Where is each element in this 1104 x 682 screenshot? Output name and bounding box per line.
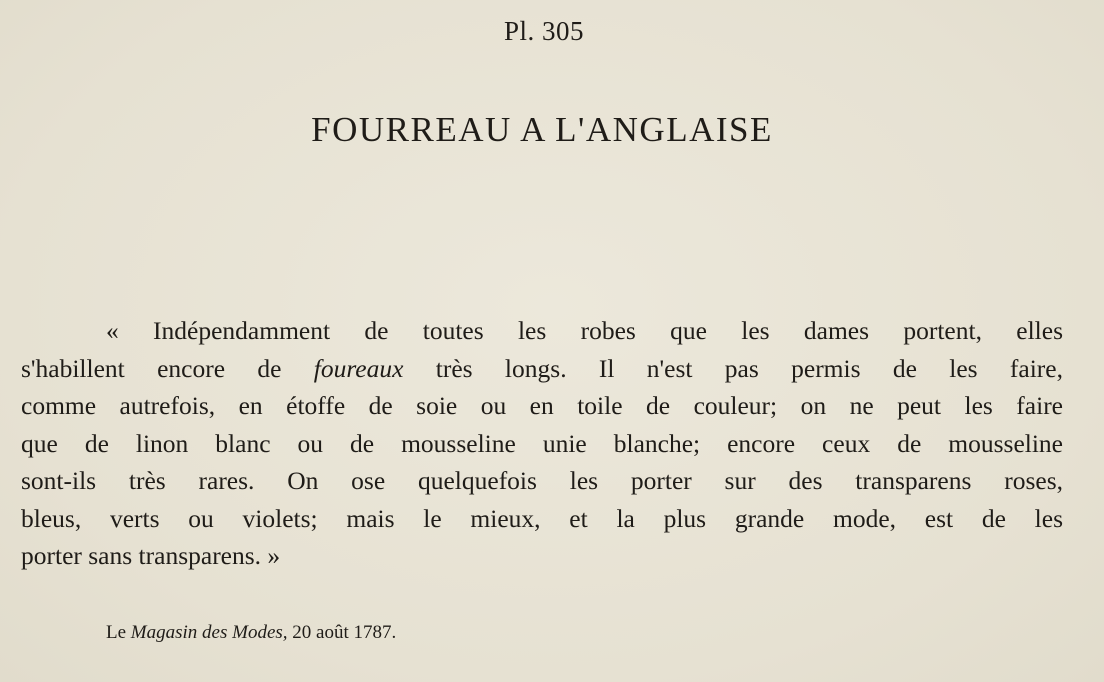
quote-line: s'habillent encore de foureaux très longs. Il n'est pas permis de les faire, bbox=[21, 353, 1063, 383]
quote-line: que de linon blanc ou de mousseline unie blanche; encore ceux de mousseline bbox=[21, 428, 1063, 458]
quote-line: « Indépendamment de toutes les robes que les dames portent, elles bbox=[106, 316, 1063, 345]
citation-date: 20 août 1787. bbox=[287, 622, 397, 643]
quote-line: comme autrefois, en étoffe de soie ou en toile de couleur; on ne peut les faire bbox=[21, 391, 1063, 420]
quote-line: sont-ils très rares. On ose quelquefois les porter sur des transparens roses, bbox=[21, 466, 1063, 495]
citation-source: Magasin des Modes, bbox=[130, 622, 288, 643]
page-title: FOURREAU A L'ANGLAISE bbox=[311, 110, 773, 149]
plate-number: Pl. 305 bbox=[503, 16, 585, 46]
citation bbox=[106, 622, 396, 644]
quote-line: bleus, verts ou violets; mais le mieux, et la plus grande mode, est de les bbox=[21, 503, 1063, 533]
italic-term: foureaux bbox=[313, 353, 404, 383]
citation-prefix: Le bbox=[106, 622, 131, 643]
quote-paragraph bbox=[21, 312, 1063, 575]
quote-line: porter sans transparens. » bbox=[21, 541, 281, 570]
